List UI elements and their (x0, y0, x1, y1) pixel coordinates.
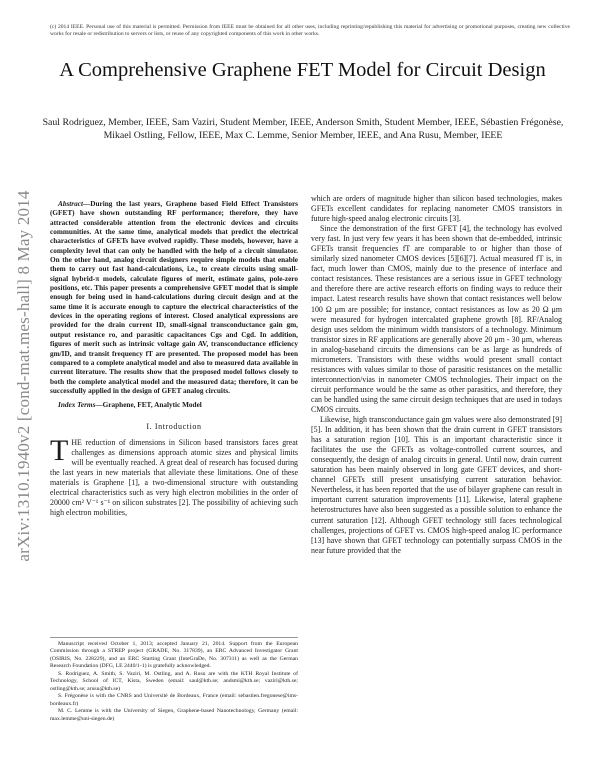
footnote-siegen-affiliation: M. C. Lemme is with the University of Siegen, Graphene-based Nanotechnology, Germany (email: max.lemme@uni-siegen.de) (50, 708, 298, 722)
footnote-manuscript: Manuscript received October 1, 2013; accepted January 21, 2014. Support from the European Commission through a STREP project (GRADE, No. 317839), an ERC Advanced Investigator Grant (OSIRIS, No. 228229), and an ERC Starting Grant (InteGraDe, No. 307311) as well as the German Research Foundation (DFG, LE 2440/1-1) is gratefully acknowledged. (50, 641, 298, 670)
right-column (311, 194, 562, 556)
paper-title: A Comprehensive Graphene FET Model for Circuit Design (59, 59, 546, 81)
footnote-kth-affiliation: S. Rodriguez, A. Smith, S. Vaziri, M. Ostling, and A. Rusu are with the KTH Royal Institute of Technology, School of ICT, Kista, Sweden (email: saul@kth.se; andsmi@kth.se; vaziri@kth.se; ostling@kth.se; arusu@kth.se) (50, 670, 298, 692)
abstract-text: —During the last years, Graphene based Field Effect Transistors (GFET) have shown outstanding RF performance; therefore, they have attracted considerable attention from the electronic devices and circuits communities. At the same time, analytical models that predict the electrical characteristics of GFETs have evolved rapidly. These models, however, have a complexity level that can only be handled with the help of a circuit simulator. On the other hand, analog circuit designers require simple models that enable them to carry out fast hand-calculations, i.e., to create circuits using small-signal hybrid-π models, calculate figures of merit, estimate gains, pole-zero positions, etc. This paper presents a comprehensive GFET model that is simple enough for being used in hand-calculations during circuit design and at the same time it is accurate enough to capture the electrical characteristics of the devices in the operating regions of interest. Closed analytical expressions are provided for the drain current ID, small-signal transconductance gain gm, output resistance ro, and parasitic capacitances Cgs and Cgd. In addition, figures of merit such as intrinsic voltage gain AV, transconductance efficiency gm/ID, and transit frequency fT are presented. The proposed model has been compared to a complete analytical model and also to measured data available in current literature. The results show that the proposed model follows closely to both the complete analytical model and the measured data; therefore, it can be successfully applied in the design of GFET analog circuits. (50, 200, 298, 395)
arxiv-identifier: arXiv:1310.1940v2 [cond-mat.mes-hall] 8 May 2014 (14, 190, 33, 562)
index-terms-text: —Graphene, FET, Analytic Model (95, 401, 202, 410)
section-heading-introduction: I. Introduction (146, 421, 202, 431)
drop-cap: T (50, 433, 69, 467)
footnote-cnrs-affiliation: S. Frégonèse is with the CNRS and Université de Bordeaux, France (email: sebastien.fregonese@ims-bordeaux.fr) (50, 693, 298, 707)
left-column (50, 200, 298, 518)
index-terms (50, 401, 298, 410)
body-paragraph: Since the demonstration of the first GFET [4], the technology has evolved very fast. In just very few years it has been shown that de-embedded, intrinsic GFETs transit frequencies fT are comparable to or higher than those of similarly sized nanometer CMOS devices [5][6][7]. Actual measured fT is, in fact, much lower than CMOS, mainly due to the presence of interface and contact resistances. These resistances are a serious issue in GFET technology and therefore there are active research efforts on finding ways to reduce their impact. Latest research results have shown that contact resistances well below 100 Ω μm are possible; for instance, contact resistances as low as 20 Ω μm were measured for hydrogen intercalated graphene growth [8]. RF/Analog design uses seldom the minimum width transistors of a technology. Minimum transistor sizes in RF applications are generally above 20 μm - 30 μm, whereas in analog-baseband circuits the dimensions can be as large as hundreds of micrometers. Transistors with these widths would present small contact resistances with values similar to those of parasitic resistances on the metallic interconnection/vias in nanometer CMOS technologies. Their impact on the circuit performance would be the same as other parasitics, and therefore, they can be handled using the same circuit design techniques that are used in todays CMOS circuits. (311, 224, 562, 414)
introduction-text: HE reduction of dimensions in Silicon based transistors faces great challenges as dimensions approach atomic sizes and physical limits will be eventually reached. A great deal of research has focused during the last years in new materials that alleviate these limitations. One of these materials is Graphene [1], a two-dimensional structure with outstanding electrical characteristics such as very high electron mobilities in the order of 20000 cm² V⁻¹ s⁻¹ on silicon substrates [2]. The possibility of achieving such high electron mobilities, (50, 437, 298, 517)
abstract-label: Abstract (58, 200, 83, 208)
arxiv-watermark (10, 186, 38, 566)
footnotes (50, 637, 298, 723)
abstract (50, 200, 298, 396)
body-paragraph: which are orders of magnitude higher than silicon based technologies, makes GFETs excellent candidates for replacing nanometer CMOS transistors in future high-speed analog electronic circuits [3]. (311, 194, 562, 224)
index-terms-label: Index Terms (58, 401, 96, 410)
author-list: Saul Rodriguez, Member, IEEE, Sam Vaziri, Student Member, IEEE, Anderson Smith, Student Member, IEEE, Sébastien Frégonèse, Mikael Ostling, Fellow, IEEE, Max C. Lemme, Senior Member, IEEE, and Ana Rusu, Member, IEEE (42, 117, 564, 142)
body-paragraph: Likewise, high transconductance gain gm values were also demonstrated [9][5]. In addition, it has been shown that the drain current in GFET transistors has a saturation region [10]. This is an important characteristic since it facilitates the use the GFETs as voltage-controlled current sources, and consequently, the design of analog circuits in general. Until now, drain current saturation has been mainly observed in long gate GFET devices, and short-channel GFETs still present unsatisfying current saturation behavior. Nevertheless, it has been reported that the use of bilayer graphene can result in important current saturation improvements [11]. Likewise, lateral graphene heterostructures have also been suggested as a possible solution to enhance the current saturation [12]. Although GFET technology still faces technological challenges, projections of GFET vs. CMOS high-speed analog IC performance [13] have shown that GFET technology can potentially surpass CMOS in the near future provided that the (311, 415, 562, 555)
copyright-notice: (c) 2014 IEEE. Personal use of this material is permitted. Permission from IEEE must be obtained for all other uses, including reprinting/republishing this material for advertising or promotional purposes, creating new collective works for resale or redistribution to servers or lists, or reuse of any copyrighted components of this work in other works. (50, 24, 570, 38)
introduction-paragraph (50, 433, 298, 518)
